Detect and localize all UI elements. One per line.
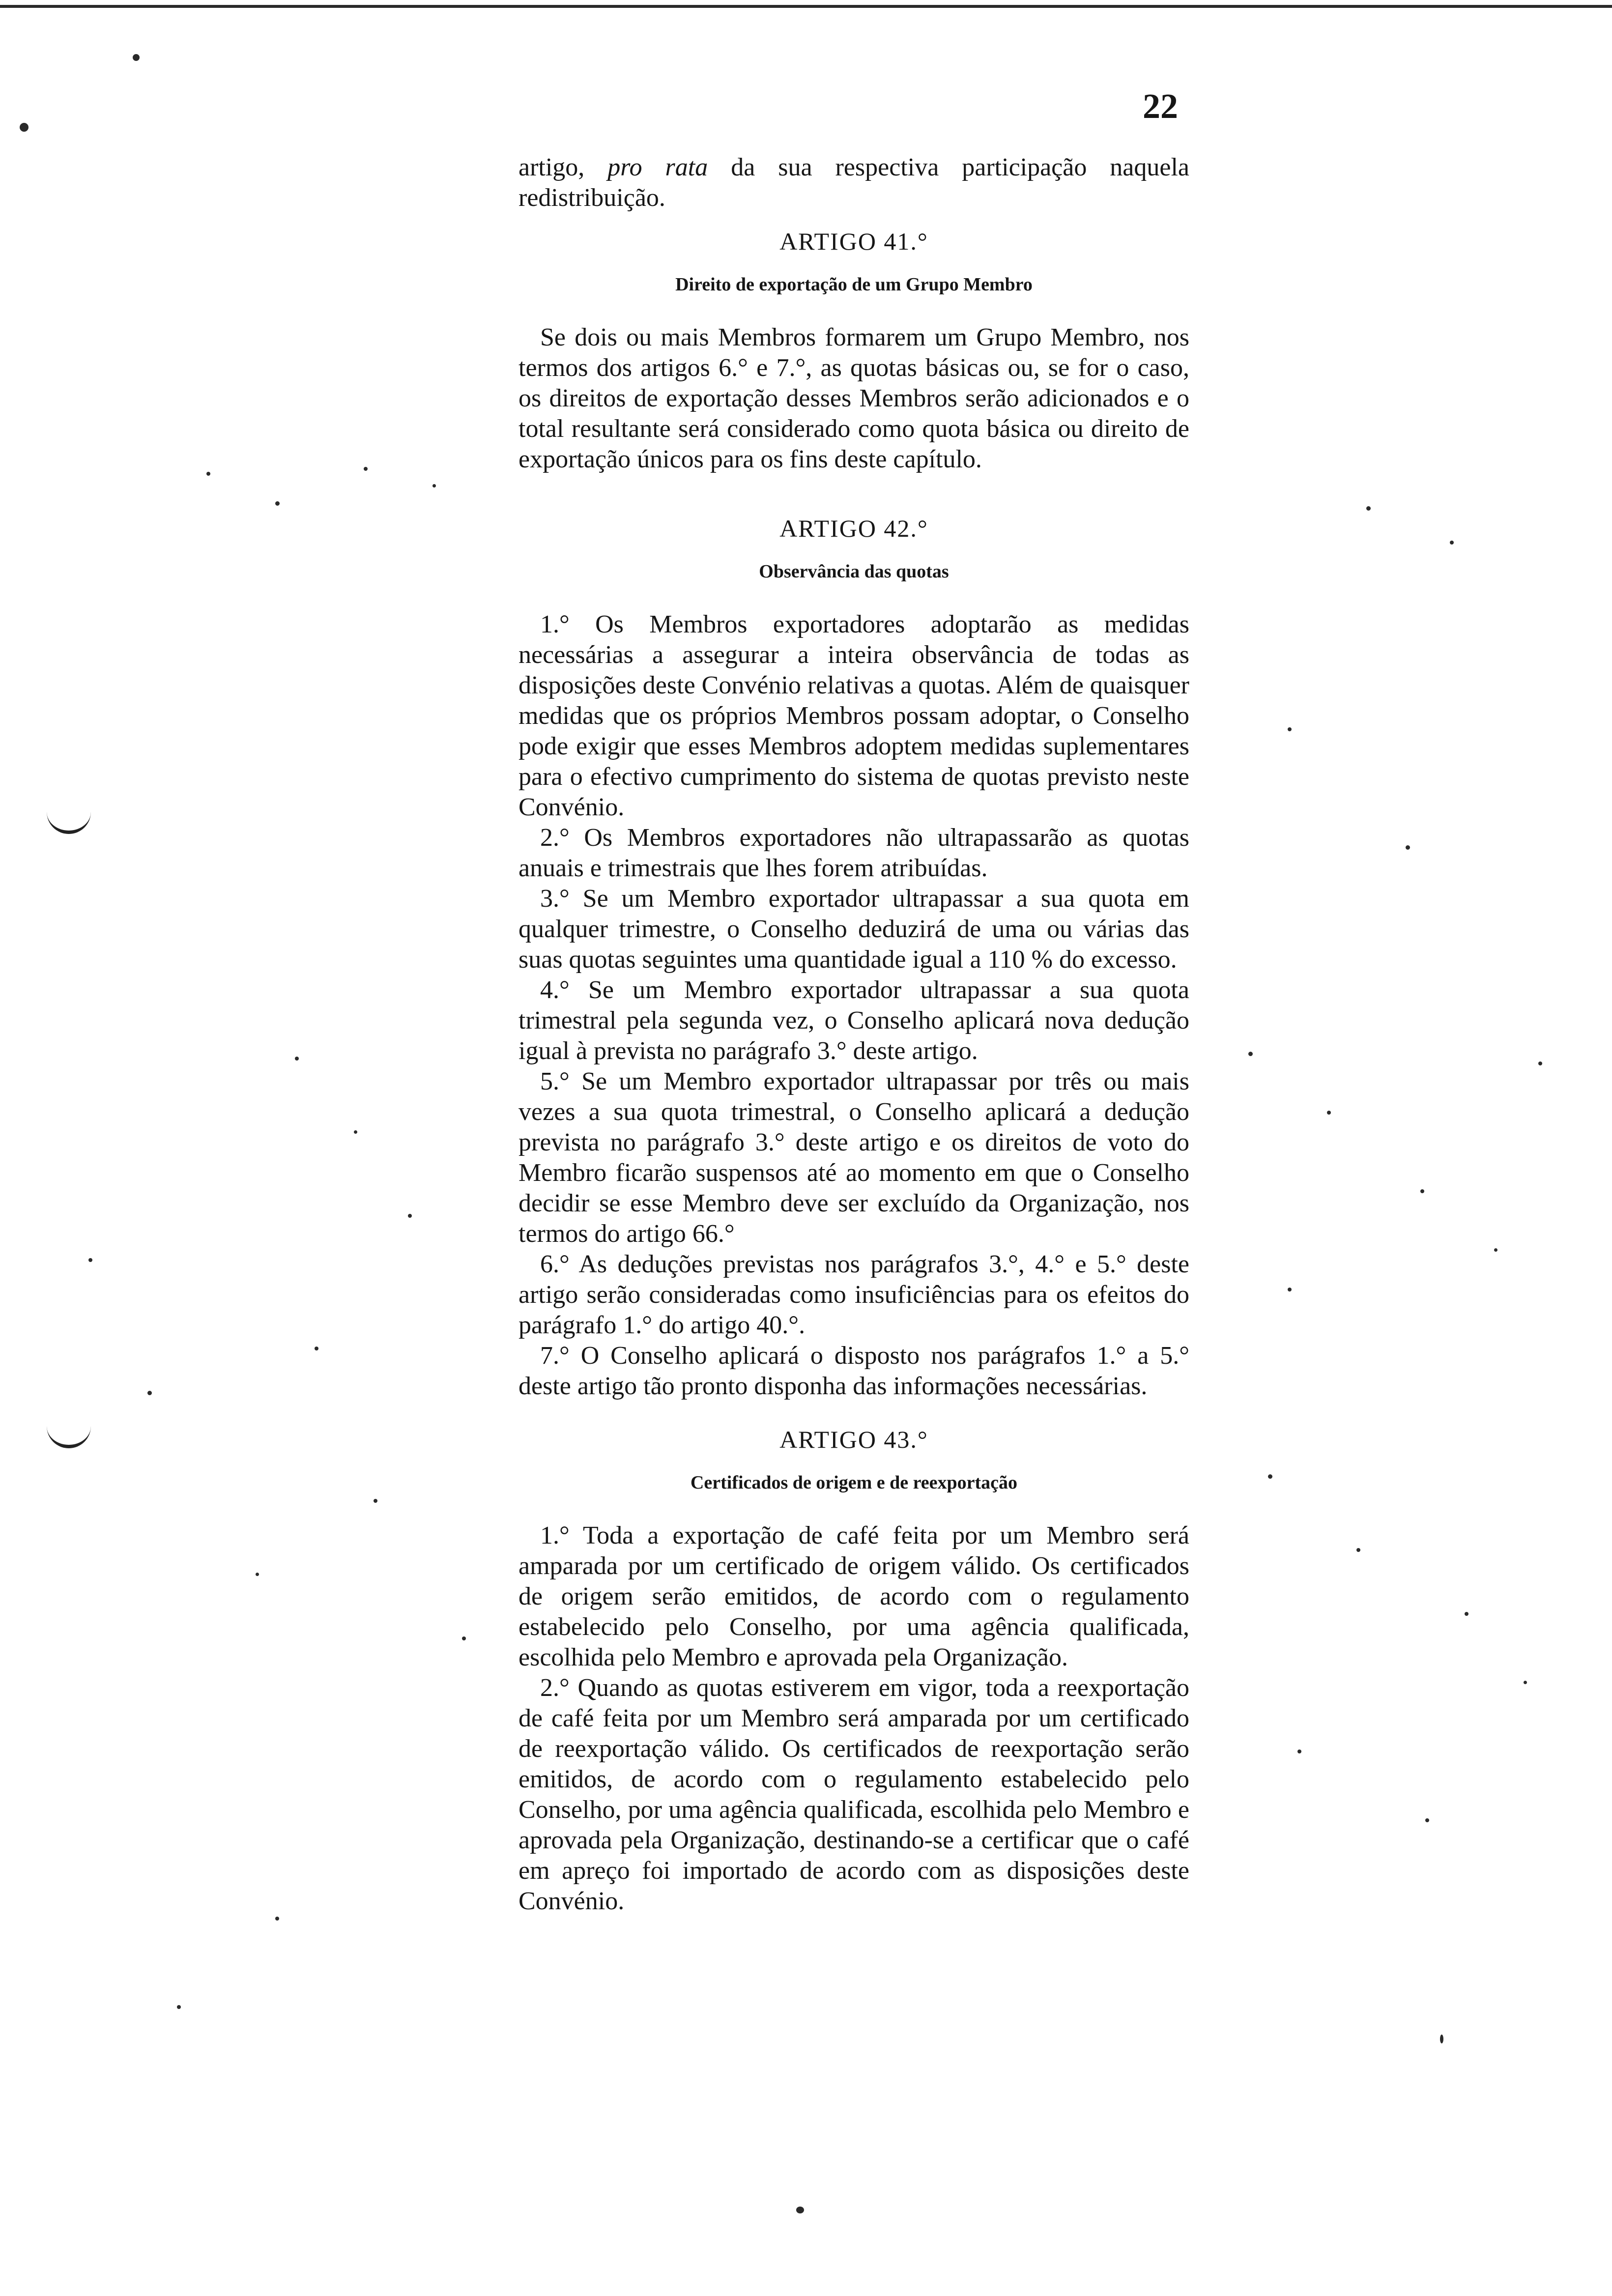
- article-43-subtitle: Certificados de origem e de reexportação: [690, 1472, 1018, 1493]
- scan-speck: [1327, 1111, 1331, 1115]
- scan-speck: [1494, 1248, 1497, 1252]
- article-42-paragraph-1: 1.° Os Membros exportadores adoptarão as medidas necessárias a assegurar a inteira observância de todas as disposições deste Convénio relativas a quotas. Além de quaisquer medidas que os próprios Membros possam adoptar, o Conselho pode exigir que esses Membros adoptem medidas suplementares para o efectivo cumprimento do sistema de quotas previsto neste Convénio.: [518, 610, 1189, 821]
- scan-speck: [796, 2207, 804, 2213]
- scan-speck: [206, 472, 210, 476]
- article-42-paragraph-7: 7.° O Conselho aplicará o disposto nos parágrafos 1.° a 5.° deste artigo tão pronto disponha das informações necessárias.: [518, 1342, 1189, 1400]
- scan-speck: [408, 1214, 412, 1218]
- scan-speck: [1440, 2035, 1443, 2043]
- scan-speck: [256, 1573, 259, 1576]
- scan-speck: [1406, 845, 1410, 850]
- scan-mark-left-lower: [47, 1425, 91, 1448]
- scan-speck: [1366, 506, 1371, 511]
- scan-speck: [1425, 1818, 1429, 1822]
- scan-speck: [432, 484, 436, 488]
- article-41-title: ARTIGO 41.°: [779, 228, 928, 255]
- article-42-title: ARTIGO 42.°: [779, 515, 928, 542]
- document-body: [518, 152, 1189, 1917]
- scan-speck: [1268, 1474, 1272, 1479]
- scan-speck: [88, 1258, 92, 1262]
- scan-speck: [177, 2005, 181, 2009]
- scan-speck: [1465, 1612, 1468, 1616]
- intro-text-end: da sua respectiva participação naquela redistribuição.: [518, 153, 1189, 212]
- scan-speck: [1538, 1062, 1542, 1065]
- scan-speck: [374, 1499, 377, 1503]
- article-42-paragraph-5: 5.° Se um Membro exportador ultrapassar por três ou mais vezes a sua quota trimestral, o Conselho aplicará a dedução prevista no parágrafo 3.° deste artigo e os direitos de voto do Membro ficarão suspensos até ao momento em que o Conselho decidir se esse Membro deve ser excluído da Organização, nos termos do artigo 66.°: [518, 1067, 1189, 1248]
- article-42-subtitle: Observância das quotas: [759, 561, 949, 582]
- scan-speck: [354, 1130, 357, 1134]
- article-42-paragraph-6: 6.° As deduções previstas nos parágrafos 3.°, 4.° e 5.° deste artigo serão consideradas como insuficiências para os efeitos do parágrafo 1.° do artigo 40.°.: [518, 1250, 1189, 1339]
- top-border-line: [0, 5, 1612, 8]
- article-42-paragraph-3: 3.° Se um Membro exportador ultrapassar a sua quota em qualquer trimestre, o Conselho deduzirá de uma ou várias das suas quotas seguintes uma quantidade igual a 110 % do excesso.: [518, 885, 1189, 974]
- scan-speck: [1420, 1189, 1424, 1193]
- intro-paragraph: [518, 152, 1189, 213]
- article-42-paragraph-2: 2.° Os Membros exportadores não ultrapassarão as quotas anuais e trimestrais que lhes forem atribuídas.: [518, 824, 1189, 882]
- scan-speck: [462, 1636, 466, 1640]
- scan-speck: [1524, 1681, 1527, 1684]
- scan-speck: [295, 1057, 299, 1061]
- scan-speck: [364, 467, 368, 471]
- scan-speck: [315, 1347, 318, 1350]
- scan-speck: [1288, 727, 1292, 731]
- scan-speck: [1288, 1288, 1292, 1292]
- article-43-paragraph-2: 2.° Quando as quotas estiverem em vigor, toda a reexportação de café feita por um Membro será amparada por um certificado de reexportação válido. Os certificados de reexportação serão emitidos, de acordo com o regulamento estabelecido pelo Conselho, por uma agência qualificada, escolhida pelo Membro e aprovada pela Organização, destinando-se a certificar que o café em apreço foi importado de acordo com as disposições deste Convénio.: [518, 1674, 1189, 1915]
- scan-speck: [1297, 1750, 1301, 1753]
- scan-speck: [1450, 541, 1454, 545]
- scan-speck: [1356, 1548, 1360, 1552]
- scan-speck: [275, 501, 280, 506]
- page-number: 22: [1143, 86, 1178, 126]
- scan-speck: [275, 1917, 279, 1921]
- article-41-text: Se dois ou mais Membros formarem um Grupo Membro, nos termos dos artigos 6.° e 7.°, as quotas básicas ou, se for o caso, os direitos de exportação desses Membros serão adicionados e o total resultante será considerado como quota básica ou direito de exportação únicos para os fins deste capítulo.: [518, 323, 1189, 473]
- scan-speck: [133, 54, 140, 61]
- intro-text-start: artigo,: [518, 153, 608, 181]
- article-41-subtitle: Direito de exportação de um Grupo Membro: [675, 274, 1033, 295]
- intro-italic-term: pro rata: [607, 153, 708, 181]
- scan-mark-left-upper: [47, 811, 91, 834]
- scan-speck: [147, 1391, 152, 1395]
- scan-speck: [20, 123, 29, 132]
- article-43-title: ARTIGO 43.°: [779, 1426, 928, 1453]
- article-43-paragraph-1: 1.° Toda a exportação de café feita por um Membro será amparada por um certificado de origem válido. Os certificados de origem serão emitidos, de acordo com o regulamento estabelecido pelo Conselho, por uma agência qualificada, escolhida pelo Membro e aprovada pela Organização.: [518, 1521, 1189, 1671]
- scan-speck: [1248, 1052, 1253, 1056]
- article-42-paragraph-4: 4.° Se um Membro exportador ultrapassar a sua quota trimestral pela segunda vez, o Conselho aplicará nova dedução igual à prevista no parágrafo 3.° deste artigo.: [518, 976, 1189, 1065]
